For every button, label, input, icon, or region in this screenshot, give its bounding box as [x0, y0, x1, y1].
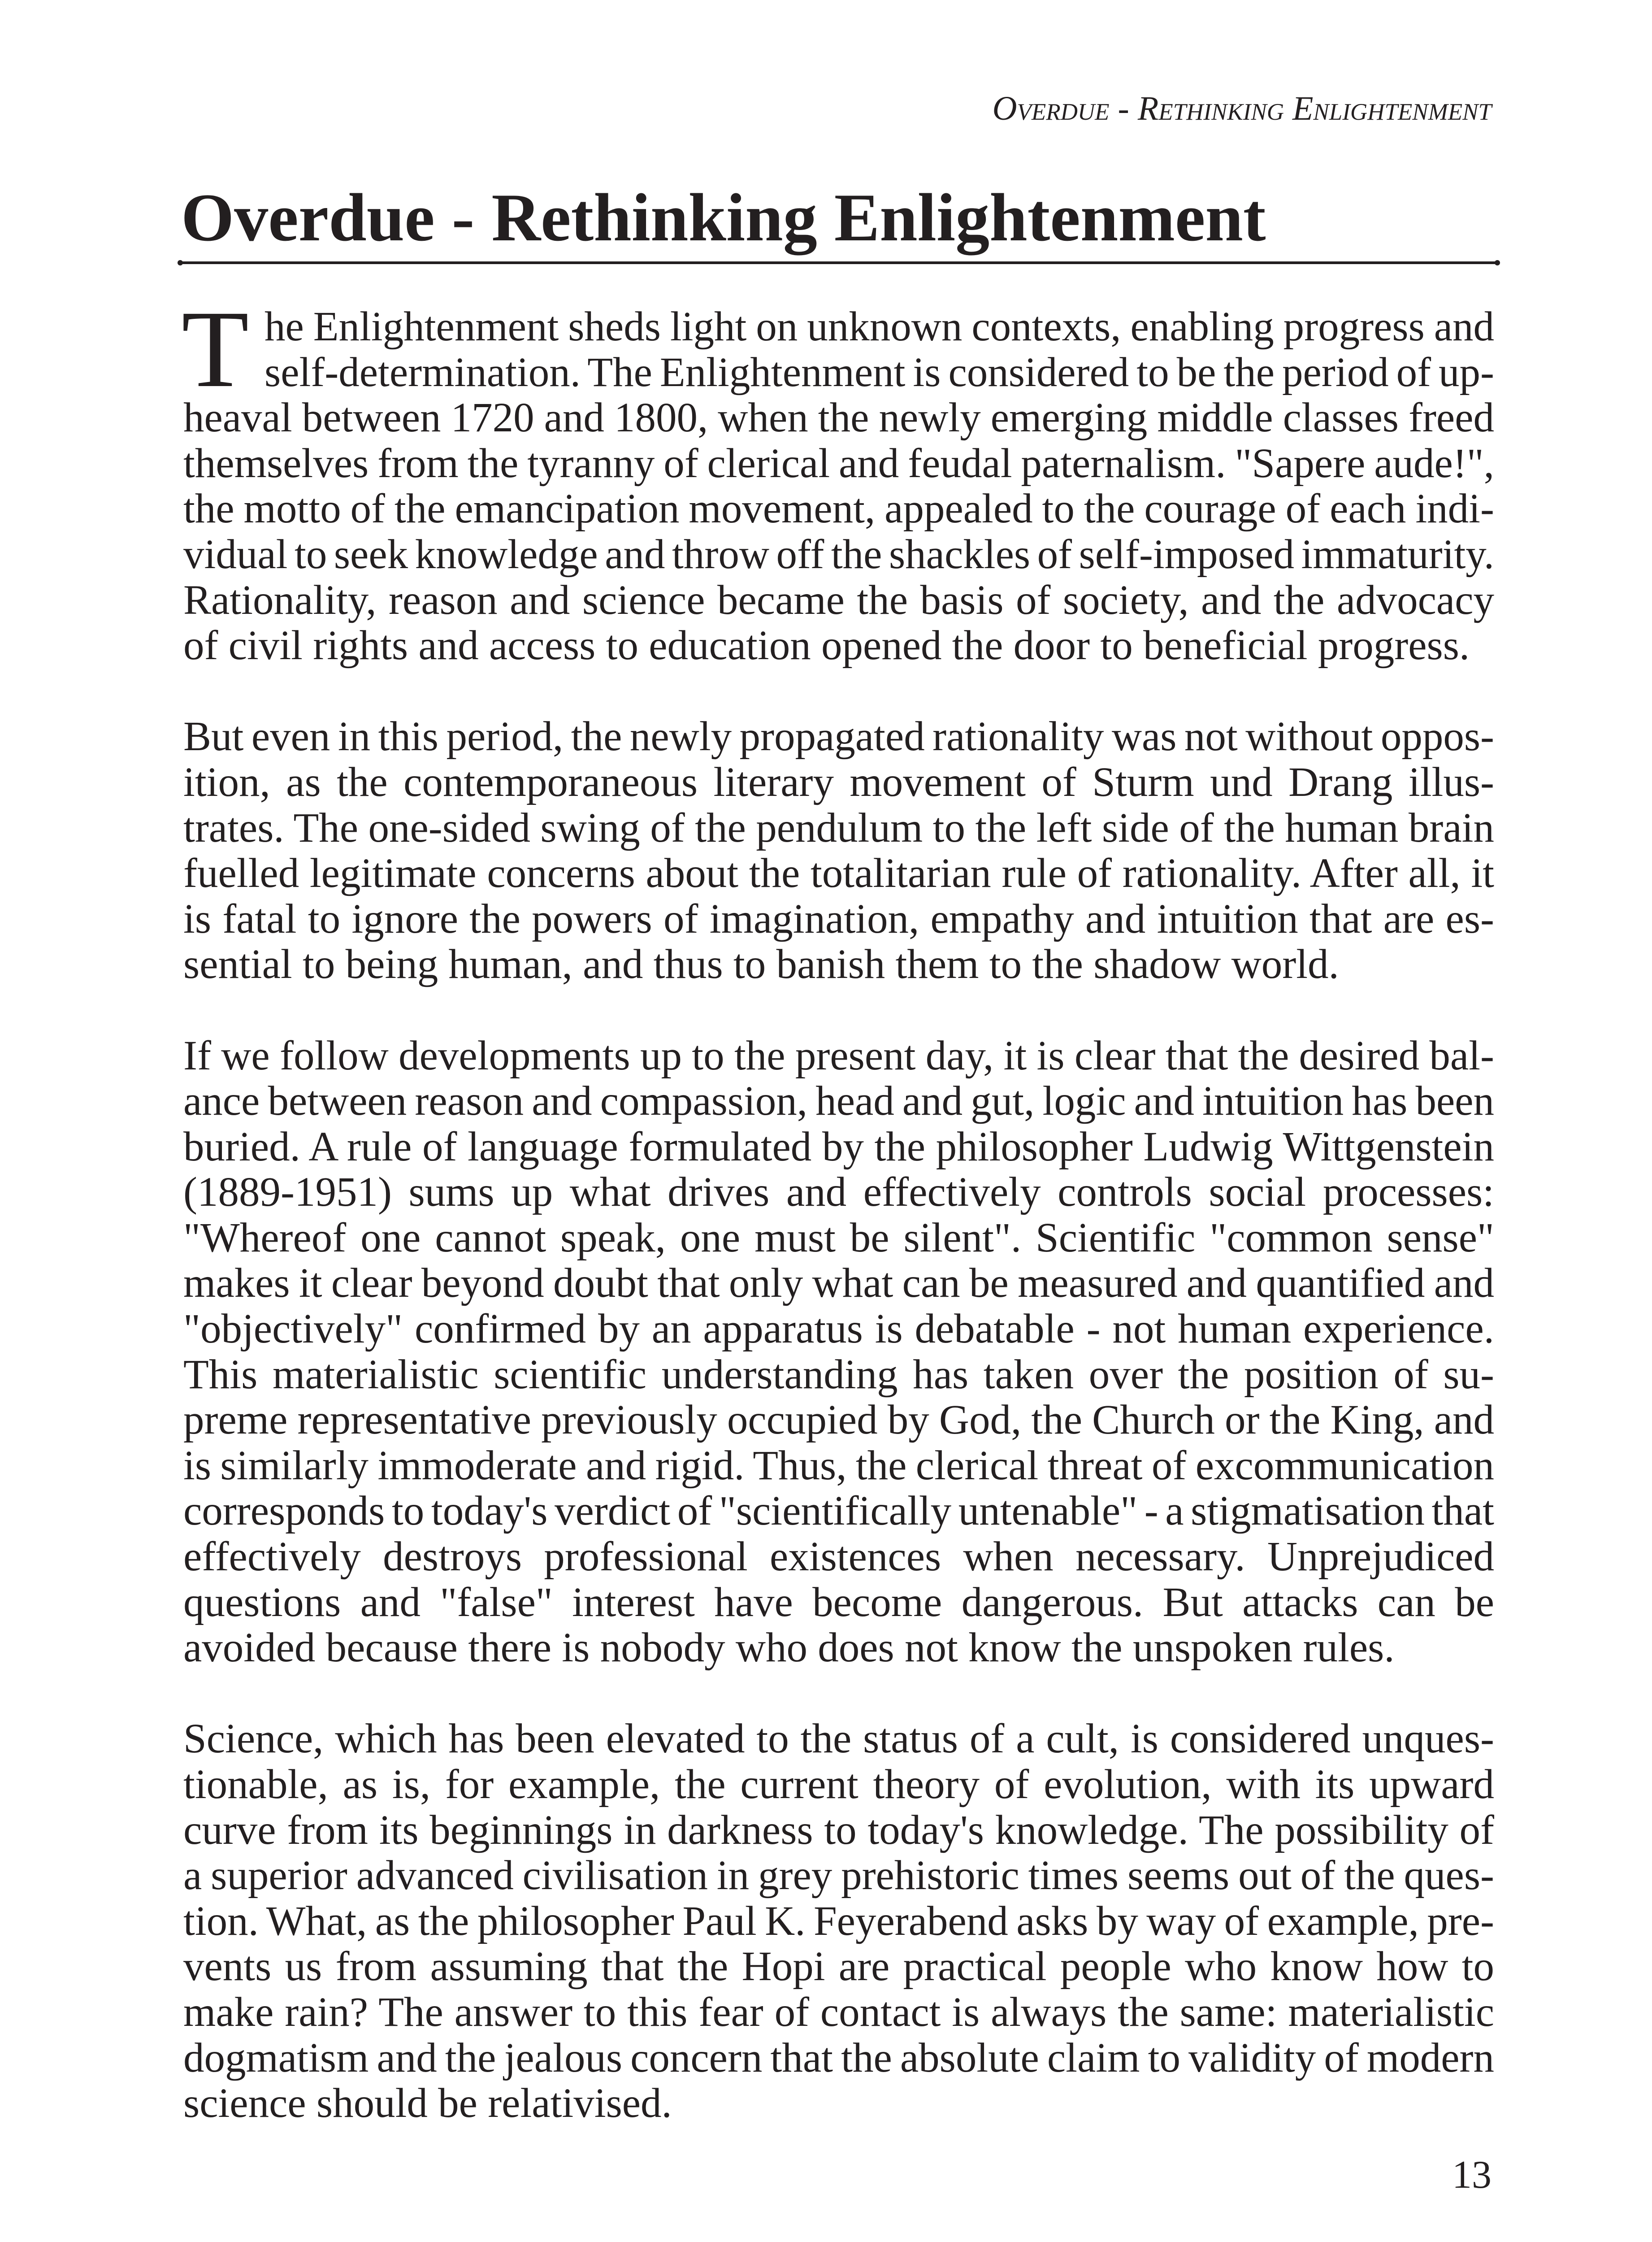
text-line: a superior advanced civilisation in grey prehistoric times seems out of the ques- [183, 1852, 1494, 1899]
text-line: tionable, as is, for example, the current theory of evolution, with its upward [183, 1761, 1494, 1808]
text-line: trates. The one-sided swing of the pendulum to the left side of the human brain [183, 804, 1494, 851]
rule-end-dot [178, 260, 183, 265]
text-line: vidual to seek knowledge and throw off the shackles of self-imposed immaturity. [183, 531, 1494, 578]
text-line: buried. A rule of language formulated by the philosopher Ludwig Wittgenstein [183, 1123, 1494, 1170]
text-line: ition, as the contemporaneous literary movement of Sturm und Drang illus- [183, 759, 1494, 805]
text-line: fuelled legitimate concerns about the totalitarian rule of rationality. After all, it [183, 850, 1494, 897]
text-line: avoided because there is nobody who does not know the unspoken rules. [183, 1625, 1395, 1671]
text-line: corresponds to today's verdict of "scientifically untenable" - a stigmatisation that [183, 1488, 1494, 1534]
page-title: Overdue - Rethinking Enlightenment [181, 180, 1266, 255]
text-line: preme representative previously occupied by God, the Church or the King, and [183, 1397, 1494, 1443]
text-line: questions and "false" interest have become dangerous. But attacks can be [183, 1579, 1494, 1625]
body-text [183, 304, 1494, 2172]
text-line: tion. What, as the philosopher Paul K. Feyerabend asks by way of example, pre- [183, 1898, 1494, 1944]
text-line: is similarly immoderate and rigid. Thus, the clerical threat of excommunication [183, 1442, 1494, 1489]
text-line: effectively destroys professional existences when necessary. Unprejudiced [183, 1534, 1494, 1580]
text-line: vents us from assuming that the Hopi are practical people who know how to [183, 1943, 1494, 1990]
text-line: "Whereof one cannot speak, one must be silent". Scientific "common sense" [183, 1214, 1494, 1261]
text-line: But even in this period, the newly propagated rationality was not without oppos- [183, 713, 1494, 760]
text-line: self-determination. The Enlightenment is considered to be the period of up- [264, 349, 1494, 395]
text-line: This materialistic scientific understanding has taken over the position of su- [183, 1351, 1494, 1398]
rule-end-dot [1495, 260, 1500, 265]
text-line: "objectively" confirmed by an apparatus is debatable - not human experience. [183, 1306, 1494, 1352]
title-rule [180, 261, 1497, 264]
text-line: the motto of the emancipation movement, appealed to the courage of each indi- [183, 486, 1494, 532]
paragraph [183, 1033, 1494, 1671]
paragraph [183, 1716, 1494, 2126]
text-line: Science, which has been elevated to the status of a cult, is considered unques- [183, 1716, 1494, 1762]
text-line: make rain? The answer to this fear of contact is always the same: materialistic [183, 1989, 1494, 2035]
text-line: heaval between 1720 and 1800, when the newly emerging middle classes freed [183, 395, 1494, 441]
text-line: science should be relativised. [183, 2080, 672, 2127]
running-header: Overdue - Rethinking Enlightenment [992, 90, 1492, 127]
text-line: sential to being human, and thus to banish them to the shadow world. [183, 941, 1339, 988]
paragraph [183, 304, 1494, 669]
text-line: themselves from the tyranny of clerical and feudal paternalism. "Sapere aude!", [183, 440, 1494, 487]
text-line: (1889-1951) sums up what drives and effectively controls social processes: [183, 1169, 1494, 1216]
text-line: is fatal to ignore the powers of imagination, empathy and intuition that are es- [183, 895, 1494, 942]
text-line: makes it clear beyond doubt that only what can be measured and quantified and [183, 1260, 1494, 1307]
text-line: dogmatism and the jealous concern that the absolute claim to validity of modern [183, 2034, 1494, 2081]
drop-cap: T [182, 288, 249, 410]
text-line: Rationality, reason and science became the basis of society, and the advocacy [183, 577, 1494, 623]
paragraph [183, 714, 1494, 987]
text-line: ance between reason and compassion, head and gut, logic and intuition has been [183, 1078, 1494, 1125]
text-line: If we follow developments up to the present day, it is clear that the desired bal- [183, 1032, 1494, 1079]
page-number: 13 [1452, 2153, 1492, 2197]
text-line: curve from its beginnings in darkness to today's knowledge. The possibility of [183, 1807, 1494, 1853]
text-line: of civil rights and access to education opened the door to beneficial progress. [183, 622, 1470, 669]
text-line: he Enlightenment sheds light on unknown contexts, enabling progress and [264, 304, 1494, 350]
